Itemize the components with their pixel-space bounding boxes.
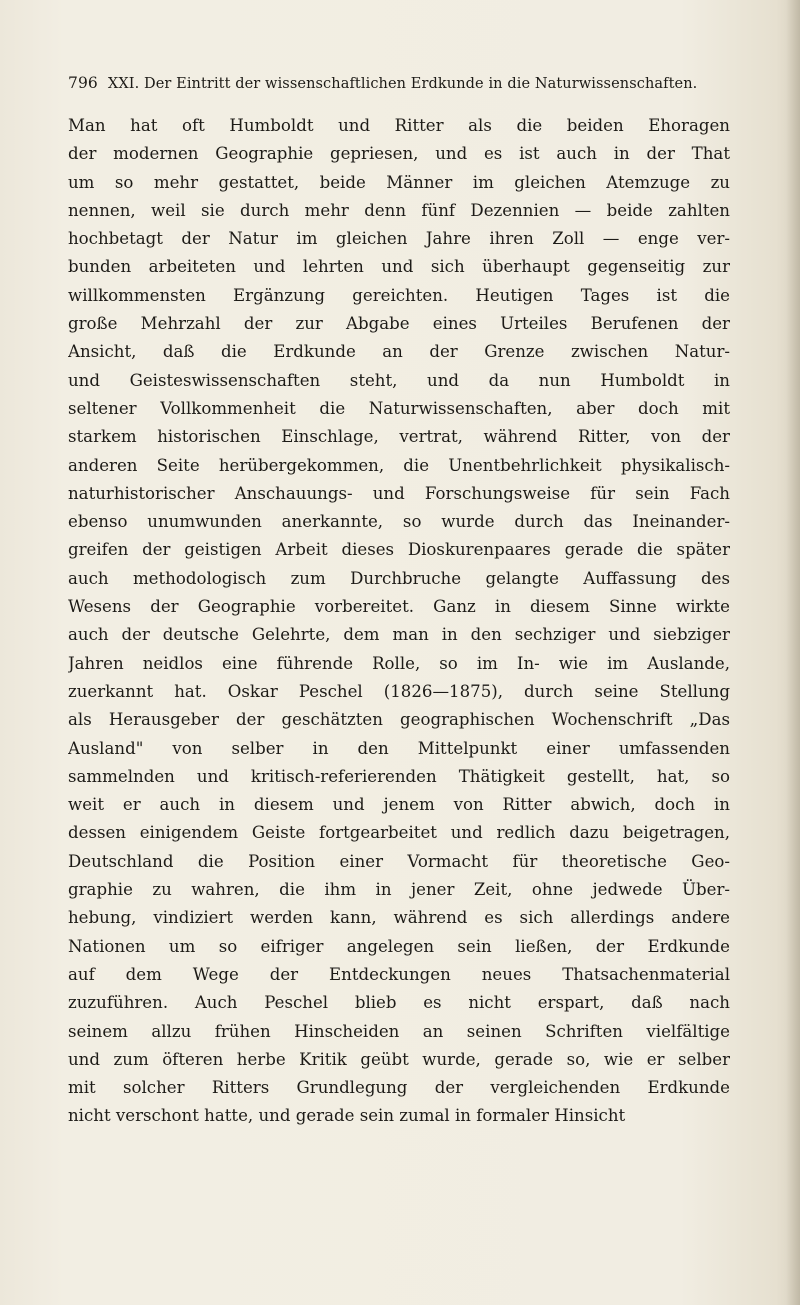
text-line: willkommensten Ergänzung gereichten. Heutigen Tages ist die bbox=[68, 285, 730, 305]
page-number: 796 bbox=[68, 74, 98, 92]
text-line: auf dem Wege der Entdeckungen neues Thatsachenmaterial bbox=[68, 964, 730, 984]
text-line: dessen einigendem Geiste fortgearbeitet und redlich dazu beigetragen, bbox=[68, 823, 730, 843]
text-line: Jahren neidlos eine führende Rolle, so im In- wie im Auslande, bbox=[68, 653, 730, 673]
text-line: naturhistorischer Anschauungs- und Forschungsweise für sein Fach bbox=[68, 483, 730, 503]
text-line: Deutschland die Position einer Vormacht für theoretische Geo- bbox=[68, 851, 730, 871]
text-line: nennen, weil sie durch mehr denn fünf Dezennien — beide zahlten bbox=[68, 200, 730, 220]
text-line: und zum öfteren herbe Kritik geübt wurde, gerade so, wie er selber bbox=[68, 1049, 730, 1069]
text-line: seinem allzu frühen Hinscheiden an seinen Schriften vielfältige bbox=[68, 1021, 730, 1041]
text-line: nicht verschont hatte, und gerade sein zumal in formaler Hinsicht bbox=[68, 1106, 626, 1126]
text-line: starkem historischen Einschlage, vertrat, während Ritter, von der bbox=[68, 427, 730, 447]
text-line: um so mehr gestattet, beide Männer im gleichen Atemzuge zu bbox=[68, 172, 730, 192]
text-line: zuerkannt hat. Oskar Peschel (1826—1875), durch seine Stellung bbox=[68, 681, 730, 701]
text-line: hochbetagt der Natur im gleichen Jahre ihren Zoll — enge ver- bbox=[68, 229, 730, 249]
text-line: der modernen Geographie gepriesen, und es ist auch in der That bbox=[68, 144, 730, 164]
text-line: seltener Vollkommenheit die Naturwissenschaften, aber doch mit bbox=[68, 398, 730, 418]
text-line: und Geisteswissenschaften steht, und da nun Humboldt in bbox=[68, 370, 730, 390]
text-line: zuzuführen. Auch Peschel blieb es nicht erspart, daß nach bbox=[68, 993, 730, 1013]
text-line: sammelnden und kritisch-referierenden Thätigkeit gestellt, hat, so bbox=[68, 766, 730, 786]
body-paragraph bbox=[68, 112, 730, 1131]
text-line: graphie zu wahren, die ihm in jener Zeit, ohne jedwede Über- bbox=[68, 880, 730, 900]
text-line: hebung, vindiziert werden kann, während es sich allerdings andere bbox=[68, 908, 730, 928]
text-line: anderen Seite herübergekommen, die Unentbehrlichkeit physikalisch- bbox=[68, 455, 730, 475]
running-title: XXI. Der Eintritt der wissenschaftlichen Erdkunde in die Naturwissenschaften. bbox=[107, 76, 698, 92]
text-line: Ansicht, daß die Erdkunde an der Grenze zwischen Natur- bbox=[68, 342, 730, 362]
text-line: Nationen um so eifriger angelegen sein ließen, der Erdkunde bbox=[68, 936, 730, 956]
text-line: Wesens der Geographie vorbereitet. Ganz in diesem Sinne wirkte bbox=[68, 597, 730, 617]
text-line: bunden arbeiteten und lehrten und sich überhaupt gegenseitig zur bbox=[68, 257, 730, 277]
text-line: als Herausgeber der geschätzten geographischen Wochenschrift „Das bbox=[68, 710, 730, 730]
text-line: greifen der geistigen Arbeit dieses Dioskurenpaares gerade die später bbox=[68, 540, 730, 560]
text-line: weit er auch in diesem und jenem von Ritter abwich, doch in bbox=[68, 795, 730, 815]
text-line: Ausland" von selber in den Mittelpunkt einer umfassenden bbox=[68, 738, 730, 758]
text-line: ebenso unumwunden anerkannte, so wurde durch das Ineinander- bbox=[68, 512, 730, 532]
text-line: große Mehrzahl der zur Abgabe eines Urteiles Berufenen der bbox=[68, 314, 730, 334]
page-edge-shadow bbox=[786, 0, 800, 1305]
text-line: auch der deutsche Gelehrte, dem man in den sechziger und siebziger bbox=[68, 625, 730, 645]
text-line: Man hat oft Humboldt und Ritter als die beiden Ehoragen bbox=[68, 116, 730, 135]
running-header bbox=[68, 74, 728, 92]
text-line: mit solcher Ritters Grundlegung der vergleichenden Erdkunde bbox=[68, 1078, 730, 1098]
text-line: auch methodologisch zum Durchbruche gelangte Auffassung des bbox=[68, 568, 730, 588]
